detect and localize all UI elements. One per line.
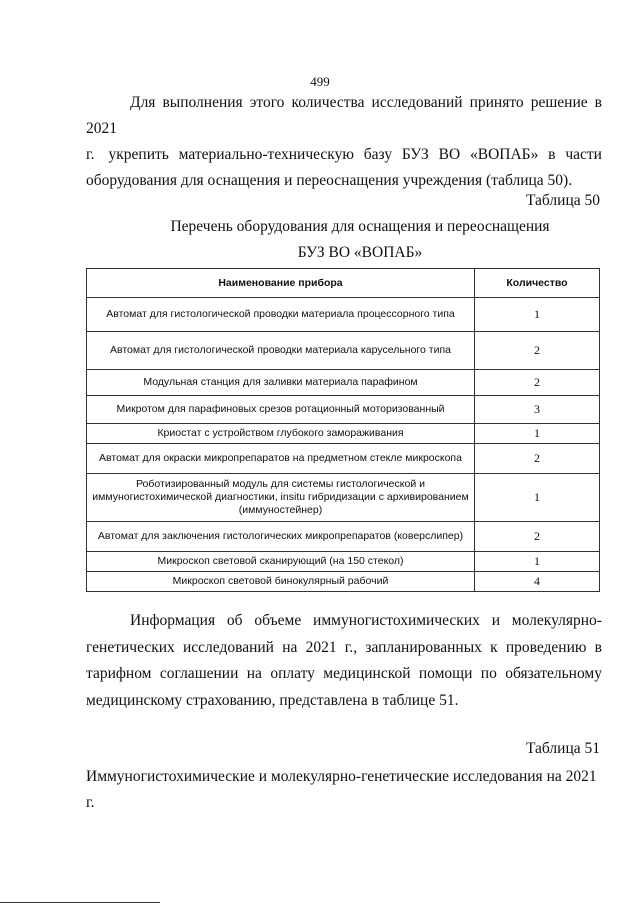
- word: помощи: [418, 665, 473, 682]
- word: на: [246, 665, 262, 682]
- table-row: [87, 572, 600, 592]
- table-header-row: [87, 269, 600, 298]
- intro-paragraph: [86, 90, 602, 194]
- info-line-3: [86, 661, 602, 688]
- info-line-4: [86, 688, 602, 715]
- word: медицинской: [323, 665, 411, 682]
- table-51-title: Иммуногистохимические и молекулярно-генетические исследования на 2021 г.: [86, 768, 597, 811]
- info-line-1: [86, 608, 602, 635]
- word: проведению: [505, 638, 587, 656]
- word: на: [282, 638, 298, 656]
- cell-qty: 1: [475, 298, 600, 332]
- word: исследований: [183, 638, 274, 656]
- word: об: [226, 612, 243, 629]
- intro-line-1: Для выполнения этого количества исследований принято решение в 2021: [86, 94, 602, 137]
- word: запланированных: [365, 638, 482, 656]
- cell-qty: 2: [475, 332, 600, 370]
- cell-qty: 1: [475, 474, 600, 522]
- table-row: [87, 444, 600, 474]
- intro-line-3: оборудования для оснащения и переоснащения учреждения (таблица 50).: [86, 172, 573, 189]
- cell-qty: 3: [475, 396, 600, 424]
- table-row: [87, 474, 600, 522]
- word: соглашении: [159, 665, 239, 682]
- table-50-label: Таблица 50: [525, 192, 600, 209]
- table-row: [87, 552, 600, 572]
- cell-qty: 1: [475, 552, 600, 572]
- intro-line-2: [86, 142, 602, 168]
- cell-name: Роботизированный модуль для системы гистологической и иммуногистохимической диагностики, insitu гибридизации с архивированием (иммуностейнер): [87, 474, 475, 522]
- table-51-label: Таблица 51: [525, 740, 600, 757]
- table-row: [87, 424, 600, 444]
- cell-name: Микротом для парафиновых срезов ротационный моторизованный: [87, 396, 475, 424]
- word: 2021: [305, 638, 337, 656]
- header-qty: Количество: [475, 269, 600, 298]
- header-name: Наименование прибора: [87, 269, 475, 298]
- word: оплату: [270, 665, 315, 682]
- word: Информация: [130, 612, 216, 629]
- info-paragraph: [86, 608, 602, 714]
- cell-qty: 2: [475, 370, 600, 396]
- table-row: [87, 370, 600, 396]
- word: материально-техническую: [178, 146, 354, 163]
- word: молекулярно-: [511, 612, 602, 629]
- word: генетических: [86, 638, 175, 656]
- table-row: [87, 332, 600, 370]
- page-number: 499: [310, 74, 330, 89]
- cell-name: Модульная станция для заливки материала парафином: [87, 370, 475, 396]
- cell-name: Автомат для гистологической проводки материала карусельного типа: [87, 332, 475, 370]
- word: по: [480, 665, 497, 682]
- info-line-2: [86, 635, 602, 662]
- word: базу: [363, 146, 393, 163]
- cell-qty: 1: [475, 424, 600, 444]
- table-50-title-line-1: Перечень оборудования для оснащения и переоснащения: [170, 218, 550, 235]
- table-50-title: [40, 214, 640, 266]
- word: ВО: [438, 146, 461, 163]
- word: в: [548, 146, 556, 163]
- cell-name: Автомат для гистологической проводки материала процессорного типа: [87, 298, 475, 332]
- cell-qty: 2: [475, 444, 600, 474]
- word: к: [490, 638, 498, 656]
- word: иммуногистохимических: [313, 612, 480, 629]
- word: г.,: [344, 638, 358, 656]
- footnote-divider: [0, 902, 160, 903]
- cell-name: Микроскоп световой сканирующий (на 150 стекол): [87, 552, 475, 572]
- equipment-table: [86, 268, 600, 592]
- cell-qty: 4: [475, 572, 600, 592]
- cell-qty: 2: [475, 522, 600, 552]
- cell-name: Автомат для окраски микропрепаратов на предметном стекле микроскопа: [87, 444, 475, 474]
- word: в: [594, 638, 602, 656]
- word: обязательному: [505, 665, 602, 682]
- table-50-title-line-2: БУЗ ВО «ВОПАБ»: [297, 244, 423, 261]
- word: части: [565, 146, 602, 163]
- word: г.: [86, 146, 95, 163]
- word: объеме: [254, 612, 302, 629]
- word: укрепить: [108, 146, 169, 163]
- word: БУЗ: [401, 146, 429, 163]
- table-row: [87, 396, 600, 424]
- cell-name: Автомат для заключения гистологических микропрепаратов (коверслипер): [87, 522, 475, 552]
- cell-name: Микроскоп световой бинокулярный рабочий: [87, 572, 475, 592]
- word: и: [491, 612, 500, 629]
- word: медицинскому страхованию, представлена в таблице 51.: [86, 691, 459, 709]
- cell-name: Криостат с устройством глубокого замораживания: [87, 424, 475, 444]
- table-row: [87, 522, 600, 552]
- word: «ВОПАБ»: [470, 146, 539, 163]
- word: тарифном: [86, 665, 152, 682]
- table-row: [87, 298, 600, 332]
